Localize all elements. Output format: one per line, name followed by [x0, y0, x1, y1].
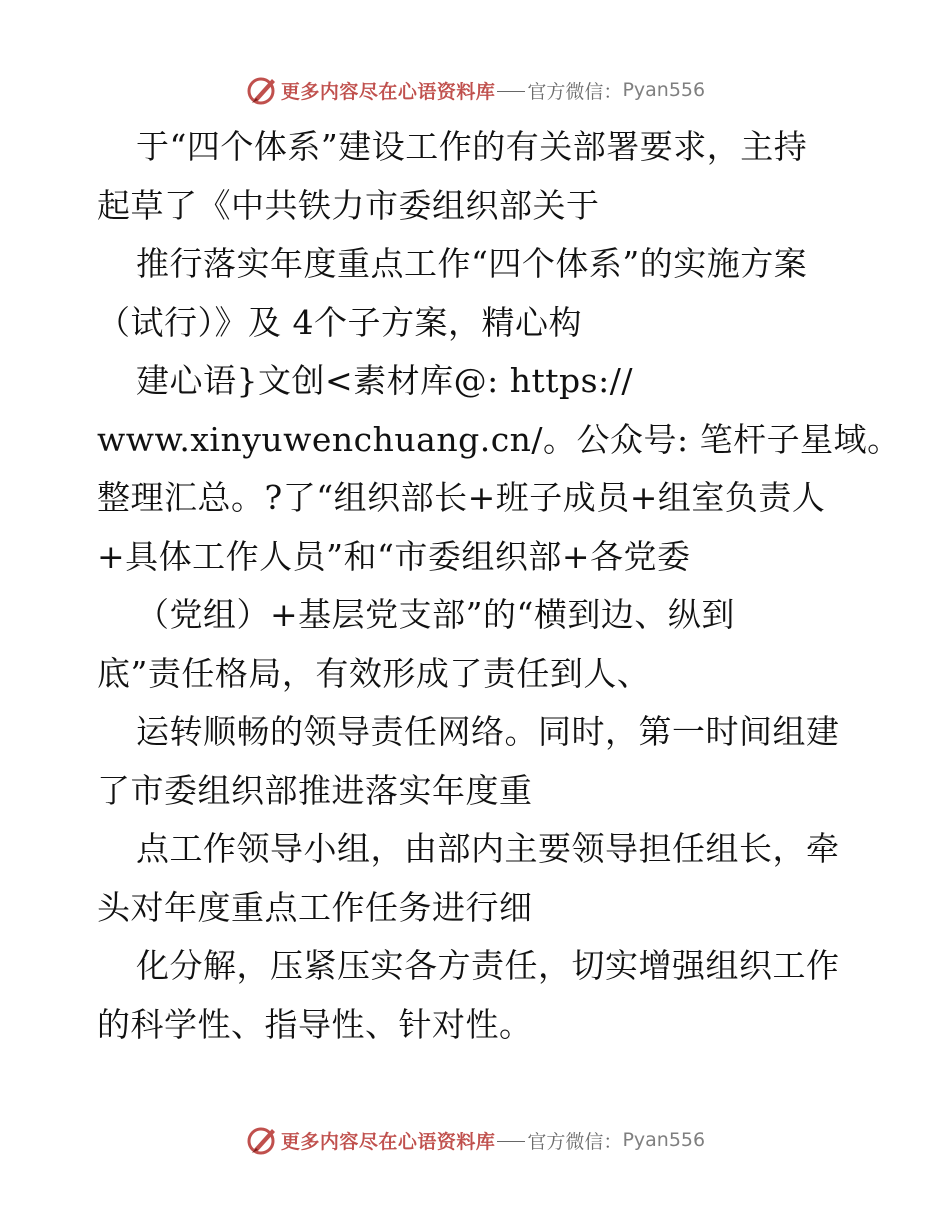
document-body [97, 118, 901, 1054]
body-line: 整理汇总。?了“组织部长+班子成员+组室负责人 [97, 478, 826, 517]
banner-wechat-label: 官方微信： [527, 1130, 623, 1153]
body-line: 头对年度重点工作任务进行细 [97, 887, 533, 927]
body-line: 于“四个体系”建设工作的有关部署要求，主持 [136, 127, 808, 166]
body-line: 底”责任格局，有效形成了责任到人、 [97, 653, 651, 693]
footer-banner [0, 1120, 950, 1160]
header-banner [0, 70, 950, 110]
banner-main-text: 更多内容尽在心语资料库 [280, 80, 496, 103]
body-line: 建心语}文创<素材库@: https:// [136, 361, 633, 400]
body-line: （试行）》及 4个子方案，精心构 [97, 302, 582, 342]
brush-logo-icon [245, 1123, 279, 1157]
banner-dash [497, 1141, 525, 1142]
body-line: 运转顺畅的领导责任网络。同时，第一时间组建 [136, 712, 840, 751]
body-line: 点工作领导小组，由部内主要领导担任组长，牵 [136, 829, 840, 868]
body-line: 起草了《中共铁力市委组织部关于 [97, 185, 600, 225]
banner-dash [497, 91, 525, 92]
body-line: （党组）+基层党支部”的“横到边、纵到 [136, 595, 735, 634]
brush-logo-icon [245, 73, 279, 107]
body-line: 推行落实年度重点工作“四个体系”的实施方案 [136, 244, 808, 283]
banner-wechat-label: 官方微信： [527, 80, 623, 103]
body-line: +具体工作人员”和“市委组织部+各党委 [97, 536, 691, 576]
body-line: www.xinyuwenchuang.cn/。公众号: 笔杆子星域。 [97, 419, 901, 459]
body-line: 化分解，压紧压实各方责任，切实增强组织工作 [136, 946, 840, 985]
body-line: 的科学性、指导性、针对性。 [97, 1004, 533, 1044]
banner-wechat-id: Pyan556 [622, 1129, 706, 1151]
banner-wechat-id: Pyan556 [622, 79, 706, 101]
banner-main-text: 更多内容尽在心语资料库 [280, 1130, 496, 1153]
body-line: 了市委组织部推进落实年度重 [97, 770, 533, 810]
